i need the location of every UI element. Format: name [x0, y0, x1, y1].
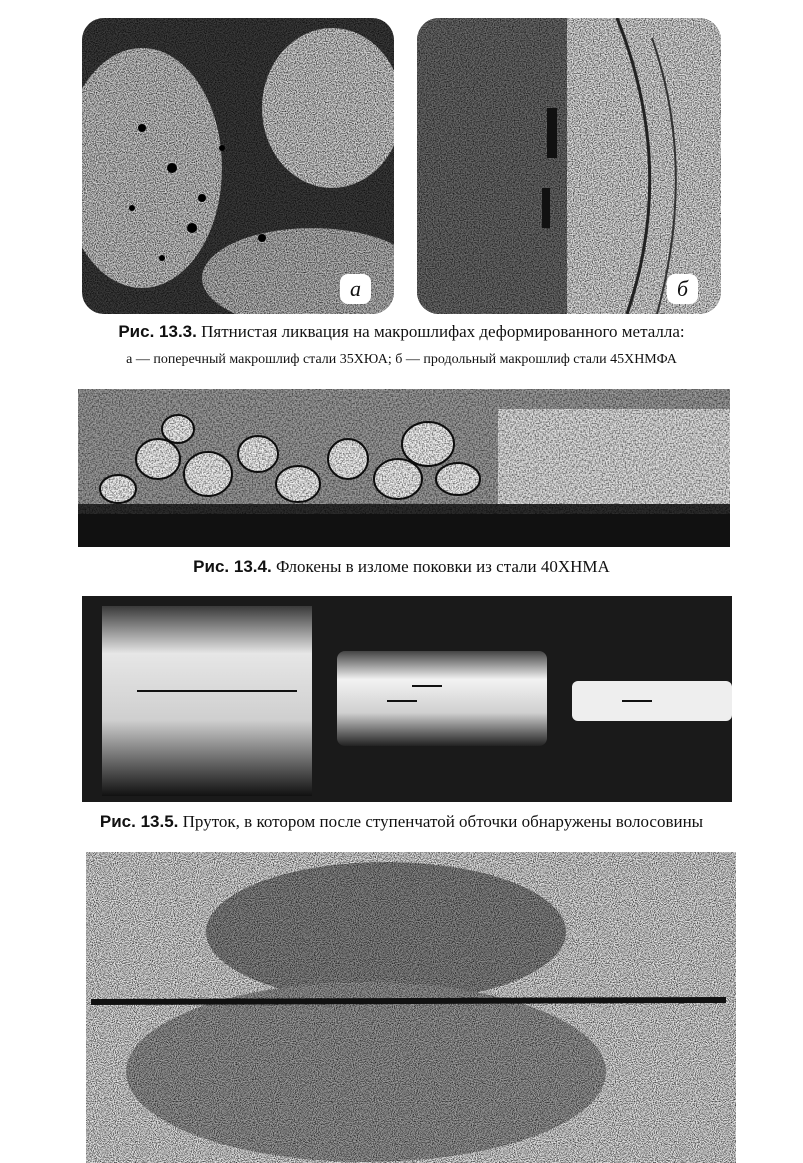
figure-13-3-panel-a — [82, 18, 394, 314]
photo-stepped-bar — [82, 596, 732, 802]
figure-13-3-caption — [0, 322, 803, 342]
figure-13-5-caption — [0, 812, 803, 832]
photo-panel-b — [417, 18, 721, 314]
figure-13-5-caption-text: Пруток, в котором после ступенчатой обточки обнаружены волосовины — [182, 812, 704, 831]
figure-13-3-label: Рис. 13.3. — [118, 322, 197, 341]
figure-13-5-label: Рис. 13.5. — [99, 812, 179, 831]
figure-13-5-photo — [82, 596, 732, 802]
figure-13-3-caption-text: Пятнистая ликвация на макрошлифах деформированного металла: — [201, 322, 685, 341]
panel-b-letter: б — [667, 274, 698, 304]
panel-a-letter: а — [340, 274, 371, 304]
photo-panel-a — [82, 18, 394, 314]
figure-13-4-caption-text: Флокены в изломе поковки из стали 40ХНМА — [275, 557, 610, 576]
photo-hairline — [86, 852, 736, 1163]
figure-13-4-photo — [78, 389, 730, 547]
figure-13-3-panel-b — [417, 18, 721, 314]
figure-13-4-caption — [0, 557, 803, 577]
figure-13-4-label: Рис. 13.4. — [193, 557, 272, 576]
figure-13-3-subcaption: а — поперечный макрошлиф стали 35ХЮА; б — продольный макрошлиф стали 45ХНМФА — [126, 352, 677, 367]
figure-13-6-photo — [86, 852, 736, 1163]
photo-flakes — [78, 389, 730, 547]
